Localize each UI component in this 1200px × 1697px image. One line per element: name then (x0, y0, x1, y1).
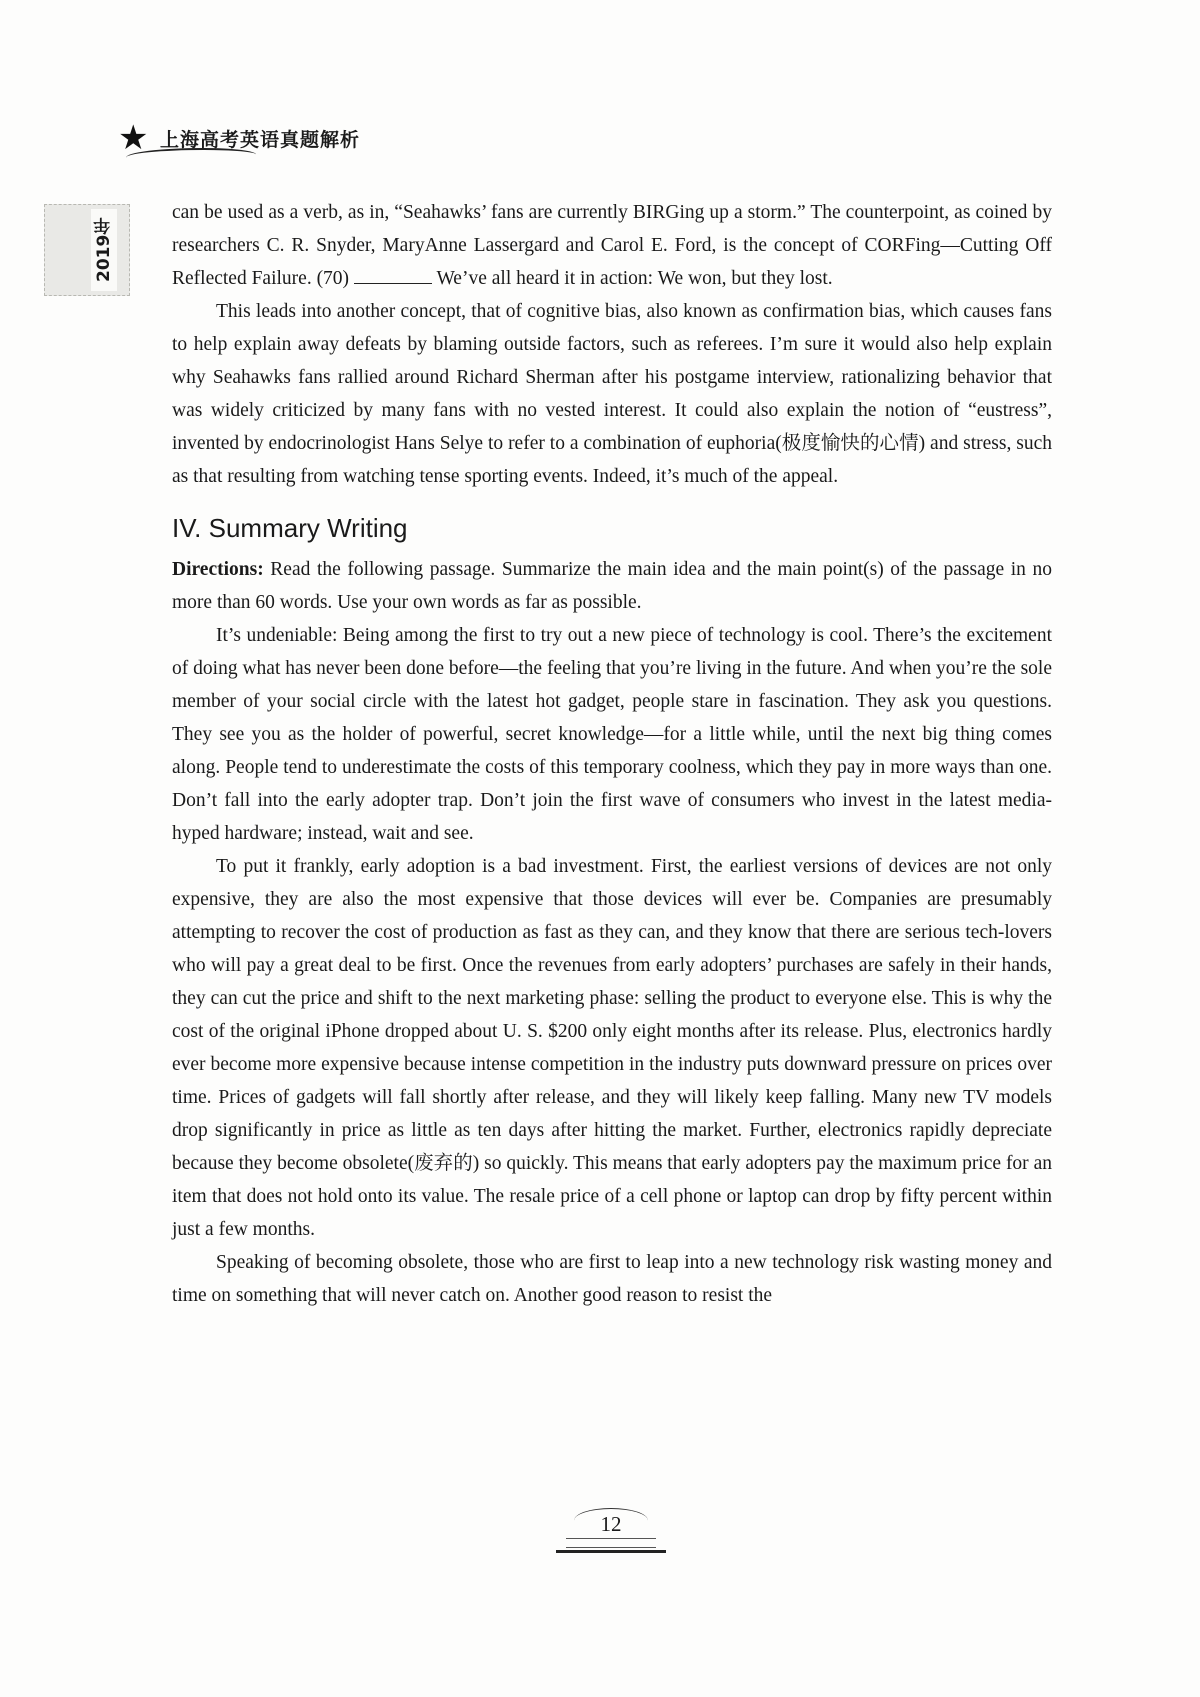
directions-label: Directions: (172, 559, 264, 580)
paragraph-text: We’ve all heard it in action: We won, but they lost. (436, 268, 833, 289)
paragraph (172, 196, 1052, 295)
passage-paragraph: Speaking of becoming obsolete, those who are first to leap into a new technology risk wasting money and time on something that will never catch on. Another good reason to resist the (172, 1252, 1052, 1306)
open-book-icon (556, 1534, 666, 1553)
answer-blank (354, 265, 432, 284)
page-content (172, 196, 1052, 1312)
book-header (118, 118, 360, 158)
book-title: 上海高考英语真题解析 (160, 128, 361, 151)
paragraph: This leads into another concept, that of cognitive bias, also known as confirmation bias, which causes fans to help explain away defeats by blaming outside factors, such as referees. I’m sure it would also help explain why Seahawks fans rallied around Richard Sherman after his postgame interview, rationalizing behavior that was widely criticized by many fans with no vested interest. It could also explain the notion of “eustress”, invented by endocrinologist Hans Selye to refer to a combination of euphoria(极度愉快的心情) and stress, such as that resulting from watching tense sporting events. Indeed, it’s much of the appeal. (172, 301, 1052, 487)
directions-text: Read the following passage. Summarize the main idea and the main point(s) of the passage in no more than 60 words. Use your own words as far as possible. (172, 559, 1052, 613)
section-title: IV. Summary Writing (172, 513, 408, 543)
year-tab (44, 204, 130, 296)
passage-paragraph: It’s undeniable: Being among the first to try out a new piece of technology is cool. There’s the excitement of doing what has never been done before—the feeling that you’re living in the future. And when you’re the sole member of your social circle with the latest hot gadget, people stare in fascination. They ask you questions. They see you as the holder of powerful, secret knowledge—for a little while, until the next big thing comes along. People tend to underestimate the costs of this temporary coolness, which they pay in more ways than one. Don’t fall into the early adopter trap. Don’t join the first wave of consumers who invest in the latest media-hyped hardware; instead, wait and see. (172, 625, 1052, 844)
passage-paragraph: To put it frankly, early adoption is a bad investment. First, the earliest versions of devices are not only expensive, they are also the most expensive that those devices will ever be. Companies are presumably attempting to recover the cost of production as fast as they can, and they know that there are serious tech-lovers who will pay a great deal to be first. Once the revenues from early adopters’ purchases are safely in their hands, they can cut the price and shift to the next marketing phase: selling the product to everyone else. This is why the cost of the original iPhone dropped about U. S. $200 only eight months after its release. Plus, electronics hardly ever become more expensive because intense competition in the industry puts downward pressure on prices over time. Prices of gadgets will fall shortly after release, and they will likely keep falling. Many new TV models drop significantly in price as little as ten days after hitting the market. Further, electronics rapidly depreciate because they become obsolete(废弃的) so quickly. This means that early adopters pay the maximum price for an item that does not hold onto its value. The resale price of a cell phone or laptop can drop by fifty percent within just a few months. (172, 856, 1052, 1240)
swoosh-decoration (126, 148, 256, 164)
page-number: 12 (600, 1512, 622, 1536)
paragraph-text: can be used as a verb, as in, “Seahawks’ fans are currently BIRGing up a storm.” The counterpoint, as coined by researchers C. R. Snyder, MaryAnne Lassergard and Carol E. Ford, is the concept of CORFing—Cutting Off Reflected Failure. (70) (172, 202, 1052, 289)
page-footer (556, 1508, 666, 1558)
year-label: 2019年 (91, 209, 117, 291)
directions (172, 553, 1052, 619)
star-logo-icon: ★ (118, 118, 149, 158)
